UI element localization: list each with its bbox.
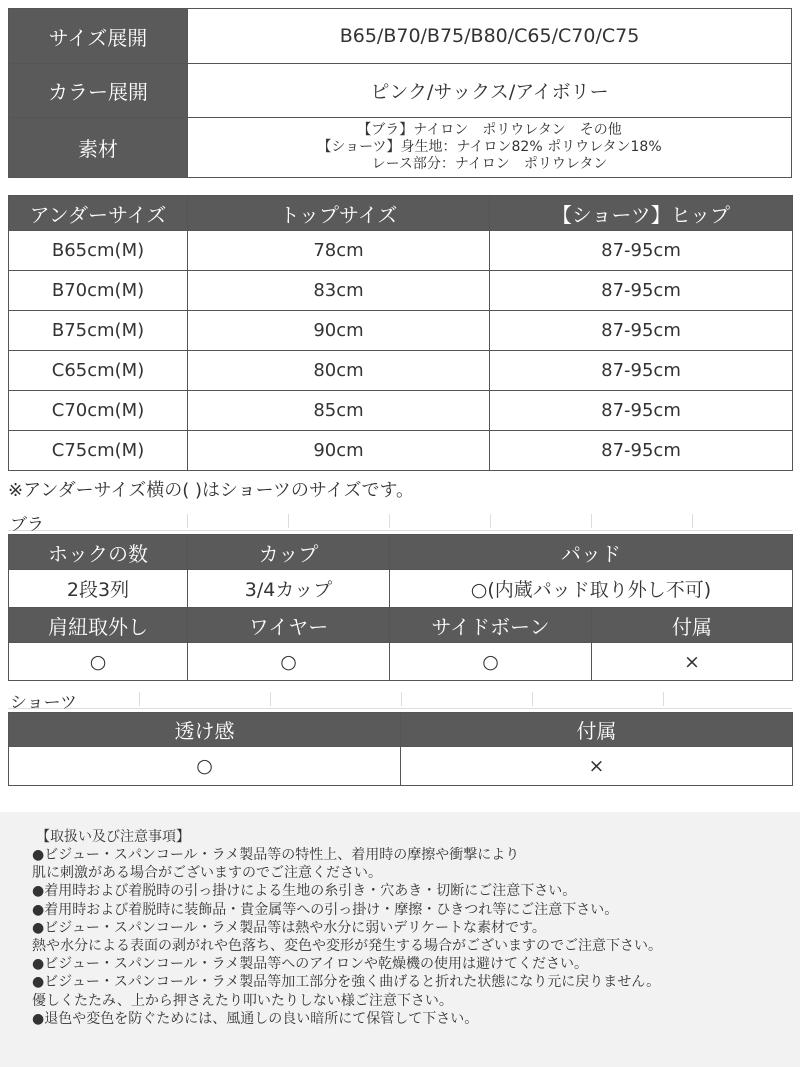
cell-top: 90cm: [188, 311, 490, 351]
value-wire: ○: [188, 643, 390, 681]
color-label: カラー展開: [9, 64, 188, 118]
header-wire: ワイヤー: [188, 608, 390, 643]
care-title: 【取扱い及び注意事項】: [36, 829, 190, 845]
table-row: [9, 431, 793, 471]
size-note: ※アンダーサイズ横の( )はショーツのサイズです。: [8, 480, 415, 501]
cell-hip: 87-95cm: [490, 431, 793, 471]
spec-row-color: [9, 64, 792, 118]
header-under-size: アンダーサイズ: [9, 196, 188, 231]
material-value: [188, 118, 792, 178]
care-line: 肌に刺激がある場合がございますのでご注意ください。: [32, 865, 382, 882]
care-line: ●ビジュー・スパンコール・ラメ製品等へのアイロンや乾燥機の使用は避けてください。: [32, 956, 588, 973]
cell-hip: 87-95cm: [490, 391, 793, 431]
care-line: 優しくたたみ、上から押さえたり叩いたりしない様ご注意下さい。: [32, 992, 453, 1009]
shorts-table: [8, 712, 793, 786]
value-hooks: 2段3列: [9, 570, 188, 608]
header-top-size: トップサイズ: [188, 196, 490, 231]
spec-row-material: [9, 118, 792, 178]
size-table: [8, 195, 793, 471]
table-row: [9, 271, 793, 311]
bra-value-row-2: [9, 643, 793, 681]
size-value: B65/B70/B75/B80/C65/C70/C75: [188, 9, 792, 64]
table-row: [9, 311, 793, 351]
spec-row-size: [9, 9, 792, 64]
color-value: ピンク/サックス/アイボリー: [188, 64, 792, 118]
header-hooks: ホックの数: [9, 535, 188, 570]
cell-top: 78cm: [188, 231, 490, 271]
header-sheerness: 透け感: [9, 713, 401, 747]
cell-under: C75cm(M): [9, 431, 188, 471]
table-row: [9, 391, 793, 431]
cell-top: 83cm: [188, 271, 490, 311]
cell-hip: 87-95cm: [490, 311, 793, 351]
care-line: 熱や水分による表面の剥がれや色落ち、変色や変形が発生する場合がございますのでご注意下さい。: [32, 938, 662, 955]
care-notes: [0, 812, 800, 1067]
bra-header-row-1: [9, 535, 793, 570]
care-line: ●着用時および着脱時の引っ掛けによる生地の糸引き・穴あき・切断にご注意下さい。: [32, 883, 577, 900]
header-cup: カップ: [188, 535, 390, 570]
cell-top: 90cm: [188, 431, 490, 471]
table-row: [9, 351, 793, 391]
care-line: ●退色や変色を防ぐためには、風通しの良い暗所にて保管して下さい。: [32, 1010, 479, 1027]
size-label: サイズ展開: [9, 9, 188, 64]
bra-section-label-row: [8, 512, 792, 535]
care-lines: [32, 846, 662, 1028]
shorts-header-row: [9, 713, 793, 747]
cell-under: B65cm(M): [9, 231, 188, 271]
cell-hip: 87-95cm: [490, 231, 793, 271]
shorts-value-row: [9, 747, 793, 786]
bra-value-row-1: [9, 570, 793, 608]
cell-under: B75cm(M): [9, 311, 188, 351]
shorts-section-label-row: [8, 690, 792, 713]
cell-top: 85cm: [188, 391, 490, 431]
value-cup: 3/4カップ: [188, 570, 390, 608]
value-sheerness: ○: [9, 747, 401, 786]
care-line: ●ビジュー・スパンコール・ラメ製品等加工部分を強く曲げると折れた状態になり元に戻りません。: [32, 974, 661, 991]
cell-hip: 87-95cm: [490, 351, 793, 391]
value-side-bone: ○: [390, 643, 592, 681]
header-accessory: 付属: [401, 713, 793, 747]
material-line: 【ショーツ】身生地：ナイロン82% ポリウレタン18%: [317, 139, 662, 155]
material-label: 素材: [9, 118, 188, 178]
bra-section-label: ブラ: [10, 515, 44, 535]
header-accessory: 付属: [592, 608, 793, 643]
cell-hip: 87-95cm: [490, 271, 793, 311]
bra-header-row-2: [9, 608, 793, 643]
header-strap-removable: 肩紐取外し: [9, 608, 188, 643]
header-side-bone: サイドボーン: [390, 608, 592, 643]
care-line: ●ビジュー・スパンコール・ラメ製品等は熱や水分に弱いデリケートな素材です。: [32, 919, 546, 936]
header-hip: 【ショーツ】ヒップ: [490, 196, 793, 231]
value-accessory: ×: [592, 643, 793, 681]
value-strap-removable: ○: [9, 643, 188, 681]
header-pad: パッド: [390, 535, 793, 570]
value-accessory: ×: [401, 747, 793, 786]
shorts-section-label: ショーツ: [10, 693, 77, 713]
cell-under: B70cm(M): [9, 271, 188, 311]
size-table-header: [9, 196, 793, 231]
cell-under: C70cm(M): [9, 391, 188, 431]
cell-under: C65cm(M): [9, 351, 188, 391]
material-line: 【ブラ】ナイロン ポリウレタン その他: [357, 122, 622, 138]
care-line: ●ビジュー・スパンコール・ラメ製品等の特性上、着用時の摩擦や衝撃により: [32, 847, 520, 863]
cell-top: 80cm: [188, 351, 490, 391]
spec-table: [8, 8, 792, 178]
table-row: [9, 231, 793, 271]
care-line: ●着用時および着脱時に装飾品・貴金属等への引っ掛け・摩擦・ひきつれ等にご注意下さい。: [32, 901, 619, 918]
value-pad: ○(内蔵パッド取り外し不可): [390, 570, 793, 608]
material-line: レース部分：ナイロン ポリウレタン: [371, 156, 608, 172]
bra-table: [8, 534, 793, 681]
